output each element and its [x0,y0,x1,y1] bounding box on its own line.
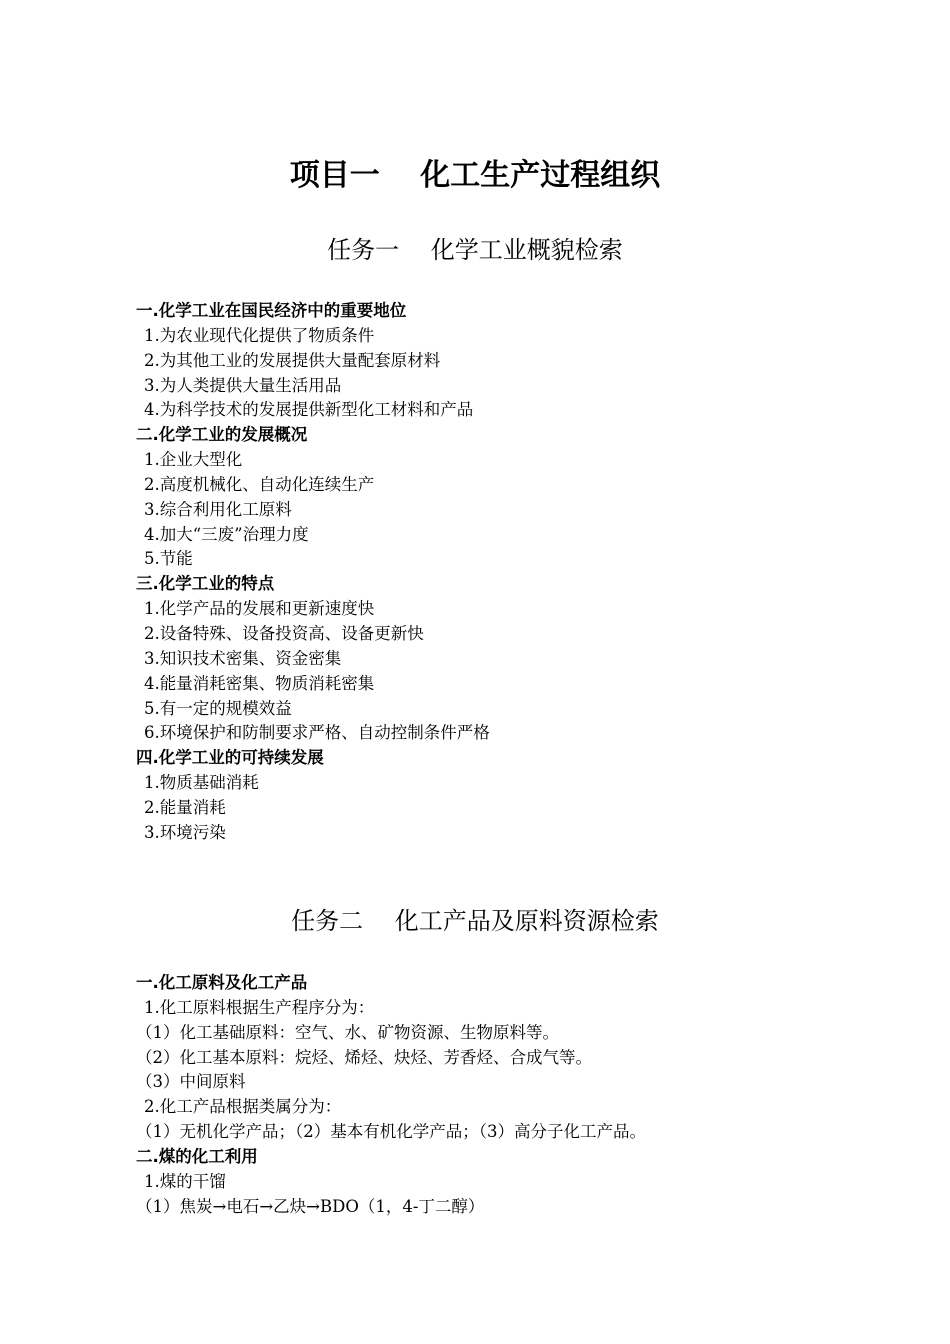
task-2-content [136,971,896,1219]
section-heading: 二.煤的化工利用 [136,1146,258,1166]
section-heading: 一.化工原料及化工产品 [136,973,308,992]
list-item: 1.为农业现代化提供了物质条件 [144,325,375,345]
sub-item: （1）焦炭→电石→乙炔→BDO（1，4-丁二醇） [136,1196,485,1216]
list-item: 3.知识技术密集、资金密集 [144,648,342,668]
sub-item: （1）无机化学产品；（2）基本有机化学产品；（3）高分子化工产品。 [136,1122,646,1142]
task-1-content [136,299,896,846]
list-item: 4.为科学技术的发展提供新型化工材料和产品 [144,400,474,420]
list-item: 2.化工产品根据类属分为： [144,1097,342,1117]
sub-item: （1）化工基础原料：空气、水、矿物资源、生物原料等。 [136,1022,559,1042]
list-item: 5.有一定的规模效益 [144,698,292,718]
sub-item: （2）化工基本原料：烷烃、烯烃、炔烃、芳香烃、合成气等。 [136,1047,592,1067]
list-item: 5.节能 [144,549,193,569]
section-heading: 三.化学工业的特点 [136,574,275,594]
list-item: 3.综合利用化工原料 [144,499,292,519]
list-item: 1.化学产品的发展和更新速度快 [144,599,375,619]
document-title: 项目一 化工生产过程组织 [289,158,661,193]
list-item: 4.能量消耗密集、物质消耗密集 [144,673,375,693]
list-item: 1.化工原料根据生产程序分为： [144,997,375,1017]
task-1-title: 任务一 化学工业概貌检索 [327,236,623,264]
section-heading: 一.化学工业在国民经济中的重要地位 [136,301,407,320]
list-item: 1.煤的干馏 [144,1171,226,1191]
list-item: 3.为人类提供大量生活用品 [144,375,342,395]
list-item: 2.为其他工业的发展提供大量配套原材料 [144,350,441,370]
list-item: 1.企业大型化 [144,450,243,470]
section-heading: 四.化学工业的可持续发展 [136,748,324,768]
list-item: 2.高度机械化、自动化连续生产 [144,474,375,494]
sub-item: （3）中间原料 [136,1072,246,1092]
list-item: 2.能量消耗 [144,797,226,817]
list-item: 1.物质基础消耗 [144,773,259,793]
list-item: 4.加大“三废”治理力度 [144,524,309,544]
list-item: 3.环境污染 [144,822,226,842]
list-item: 6.环境保护和防制要求严格、自动控制条件严格 [144,723,490,743]
list-item: 2.设备特殊、设备投资高、设备更新快 [144,623,424,643]
section-heading: 二.化学工业的发展概况 [136,425,308,445]
task-2-title: 任务二 化工产品及原料资源检索 [291,907,659,935]
